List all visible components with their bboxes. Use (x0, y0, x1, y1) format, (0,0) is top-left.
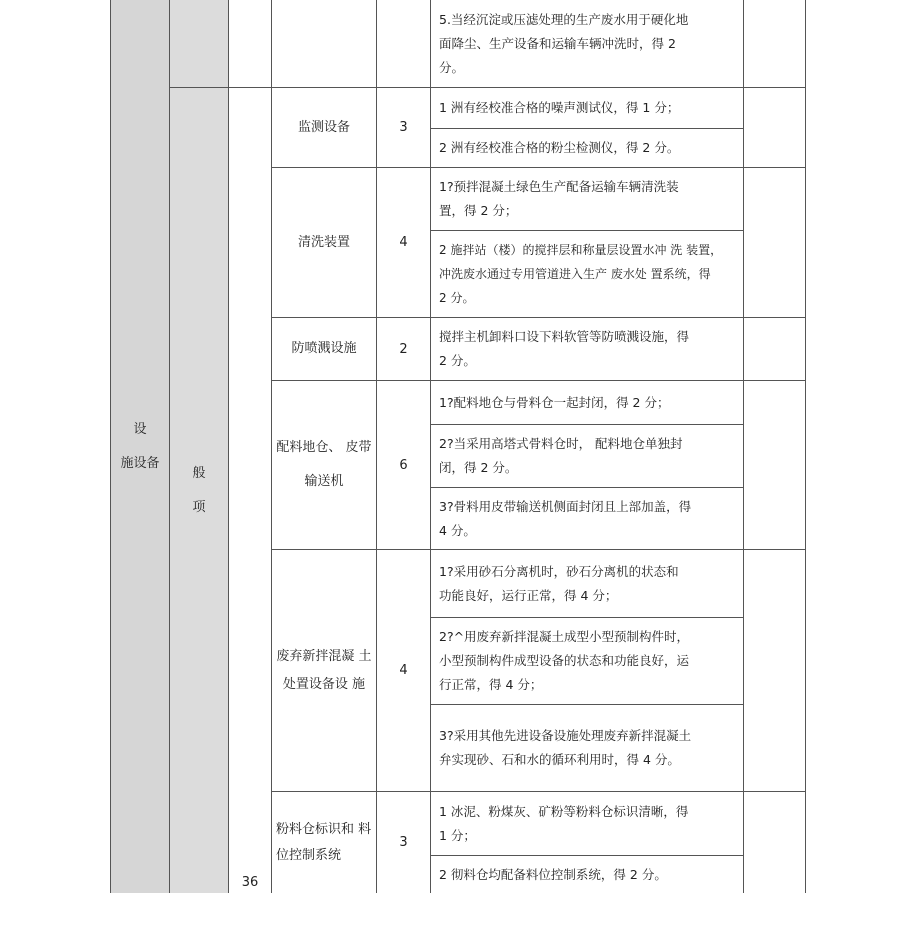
item-score: 4 (399, 663, 408, 678)
criterion: 2 施拌站（楼）的搅拌层和称量层设置水冲 洗 装置， 冲洗废水通过专用管道进入生产 废水处 置系统，得 2 分。 (439, 243, 723, 305)
item-name: 监测设备 (297, 119, 350, 135)
criterion: 3?骨料用皮带输送机侧面封闭且上部加盖，得 4 分。 (439, 498, 692, 538)
item-score: 3 (399, 835, 408, 850)
criterion-top: 5.当经沉淀或压滤处理的生产废水用于硬化地 面降尘、生产设备和运输车辆冲洗时，得 2 分。 (439, 11, 689, 75)
item-name: 防喷溅设施 (291, 341, 357, 356)
item-score: 3 (399, 120, 408, 135)
criterion: 1 冰泥、粉煤灰、矿粉等粉料仓标识清晰，得 1 分； (439, 803, 689, 843)
item-name: 粉料仓标识和 料 位控制系统 (276, 821, 372, 863)
criterion: 1?预拌混凝土绿色生产配备运输车辆清洗装 置，得 2 分； (439, 179, 679, 218)
subcategory-column-shade (170, 0, 228, 893)
criterion: 2 洲有经校准合格的粉尘检测仪，得 2 分。 (439, 140, 680, 155)
category-label: 设 施设备 (120, 422, 160, 471)
criterion: 搅拌主机卸料口设下料软管等防喷溅设施，得 2 分。 (439, 329, 690, 368)
item-score: 4 (399, 235, 408, 250)
criterion: 1?配料地仓与骨料仓一起封闭，得 2 分； (439, 394, 670, 410)
subcategory-label: 般 项 (192, 466, 206, 515)
criterion: 2?^用废弃新拌混凝土成型小型预制构件时， 小型预制构件成型设备的状态和功能良好，运 行正常，得 4 分； (439, 629, 690, 692)
criterion: 1?采用砂石分离机时，砂石分离机的状态和 功能良好，运行正常，得 4 分； (439, 563, 679, 603)
criterion: 1 洲有经校准合格的噪声测试仪，得 1 分； (439, 100, 680, 115)
criterion: 2?当采用高塔式骨料仓时， 配料地仓单独封 闭，得 2 分。 (439, 436, 683, 475)
item-score: 6 (399, 457, 408, 473)
criterion: 3?采用其他先进设备设施处理废弃新拌混凝土 弁实现砂、石和水的循环利用时，得 4 分。 (439, 728, 692, 767)
criterion: 2 彻料仓均配备料位控制系统，得 2 分。 (439, 866, 667, 882)
item-name: 配料地仓、 皮带输送机 (276, 440, 372, 489)
item-name: 清洗装置 (297, 234, 350, 250)
item-name: 废弃新拌混凝 土 处置设备设 施 (276, 648, 372, 692)
subtotal-score: 36 (241, 875, 259, 890)
item-score: 2 (399, 341, 408, 357)
